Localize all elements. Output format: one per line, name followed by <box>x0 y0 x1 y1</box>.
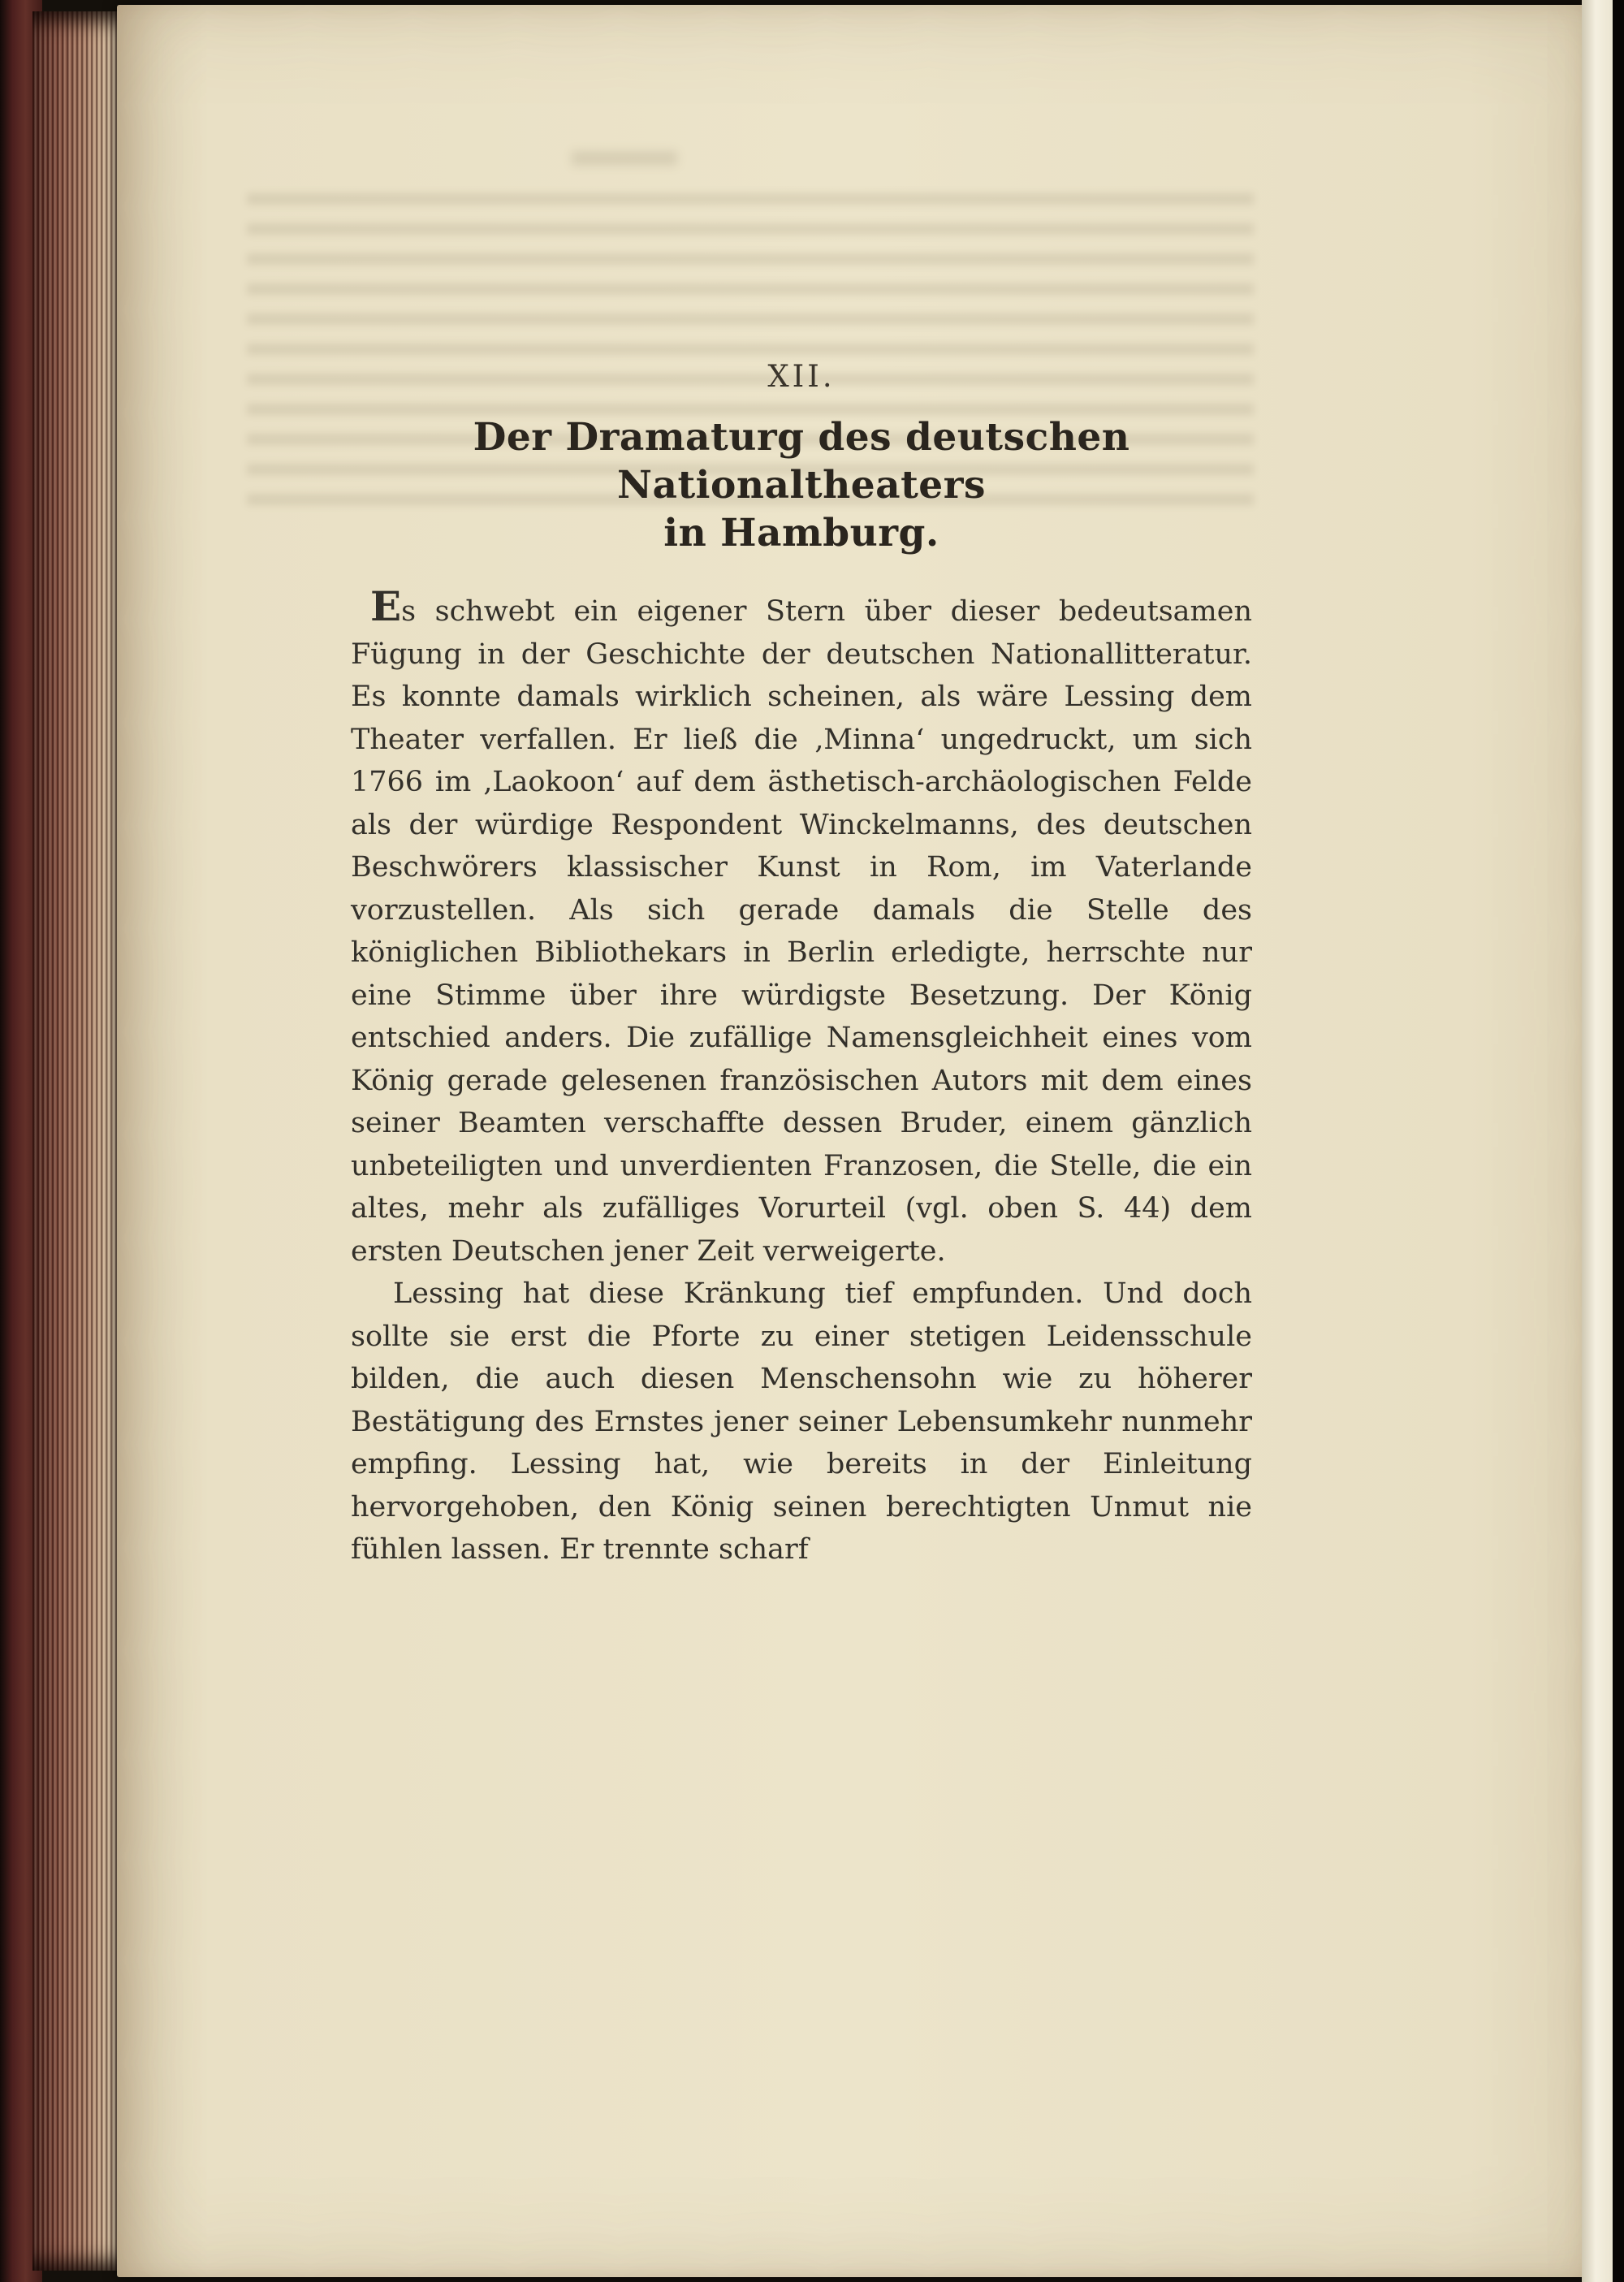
facing-page-edge <box>1582 0 1613 2282</box>
photo-right-edge <box>1613 0 1624 2282</box>
chapter-title-line-2: in Hamburg. <box>663 511 939 555</box>
book-page <box>117 5 1585 2277</box>
show-through-page-number <box>572 151 677 166</box>
chapter-title <box>351 413 1252 557</box>
paragraph-1-text: s schwebt ein eigener Stern über dieser bedeutsamen Fügung in der Geschichte der deutschen Nationallitteratur. Es konnte damals wirklich scheinen, als wäre Lessing dem Theater verfallen. Er ließ die ‚Minna‘ ungedruckt, um sich 1766 im ‚Laokoon‘ auf dem ästhetisch-archäologischen Felde als der würdige Respondent Winckelmanns, des deutschen Beschwörers klassischer Kunst in Rom, im Vaterlande vorzustellen. Als sich gerade damals die Stelle des königlichen Bibliothekars in Berlin erledigte, herrschte nur eine Stimme über ihre würdigste Besetzung. Der König entschied anders. Die zufällige Namensgleichheit eines vom König gerade gelesenen französischen Autors mit dem eines seiner Beamten verschaffte dessen Bruder, einem gänzlich unbeteiligten und unverdienten Franzosen, die Stelle, die ein altes, mehr als zufälliges Vorurteil (vgl. oben S. 44) dem ersten Deutschen jener Zeit verweigerte. <box>351 595 1252 1268</box>
printed-content <box>351 359 1252 1571</box>
chapter-number: XII. <box>767 359 836 394</box>
paragraph-2: Lessing hat diese Kränkung tief empfunden. Und doch sollte sie erst die Pforte zu einer stetigen Leidensschule bilden, die auch diesen Menschensohn wie zu höherer Bestätigung des Ernstes jener seiner Lebensumkehr nunmehr empfing. Lessing hat, wie bereits in der Einleitung hervorgehoben, den König seinen berechtigten Unmut nie fühlen lassen. Er trennte scharf <box>351 1277 1252 1566</box>
drop-cap-initial: E <box>370 582 402 630</box>
chapter-title-line-1: Der Dramaturg des deutschen Nationaltheaters <box>473 415 1130 508</box>
paragraph-1 <box>351 582 1252 1273</box>
page-edge-stack <box>32 11 119 2271</box>
